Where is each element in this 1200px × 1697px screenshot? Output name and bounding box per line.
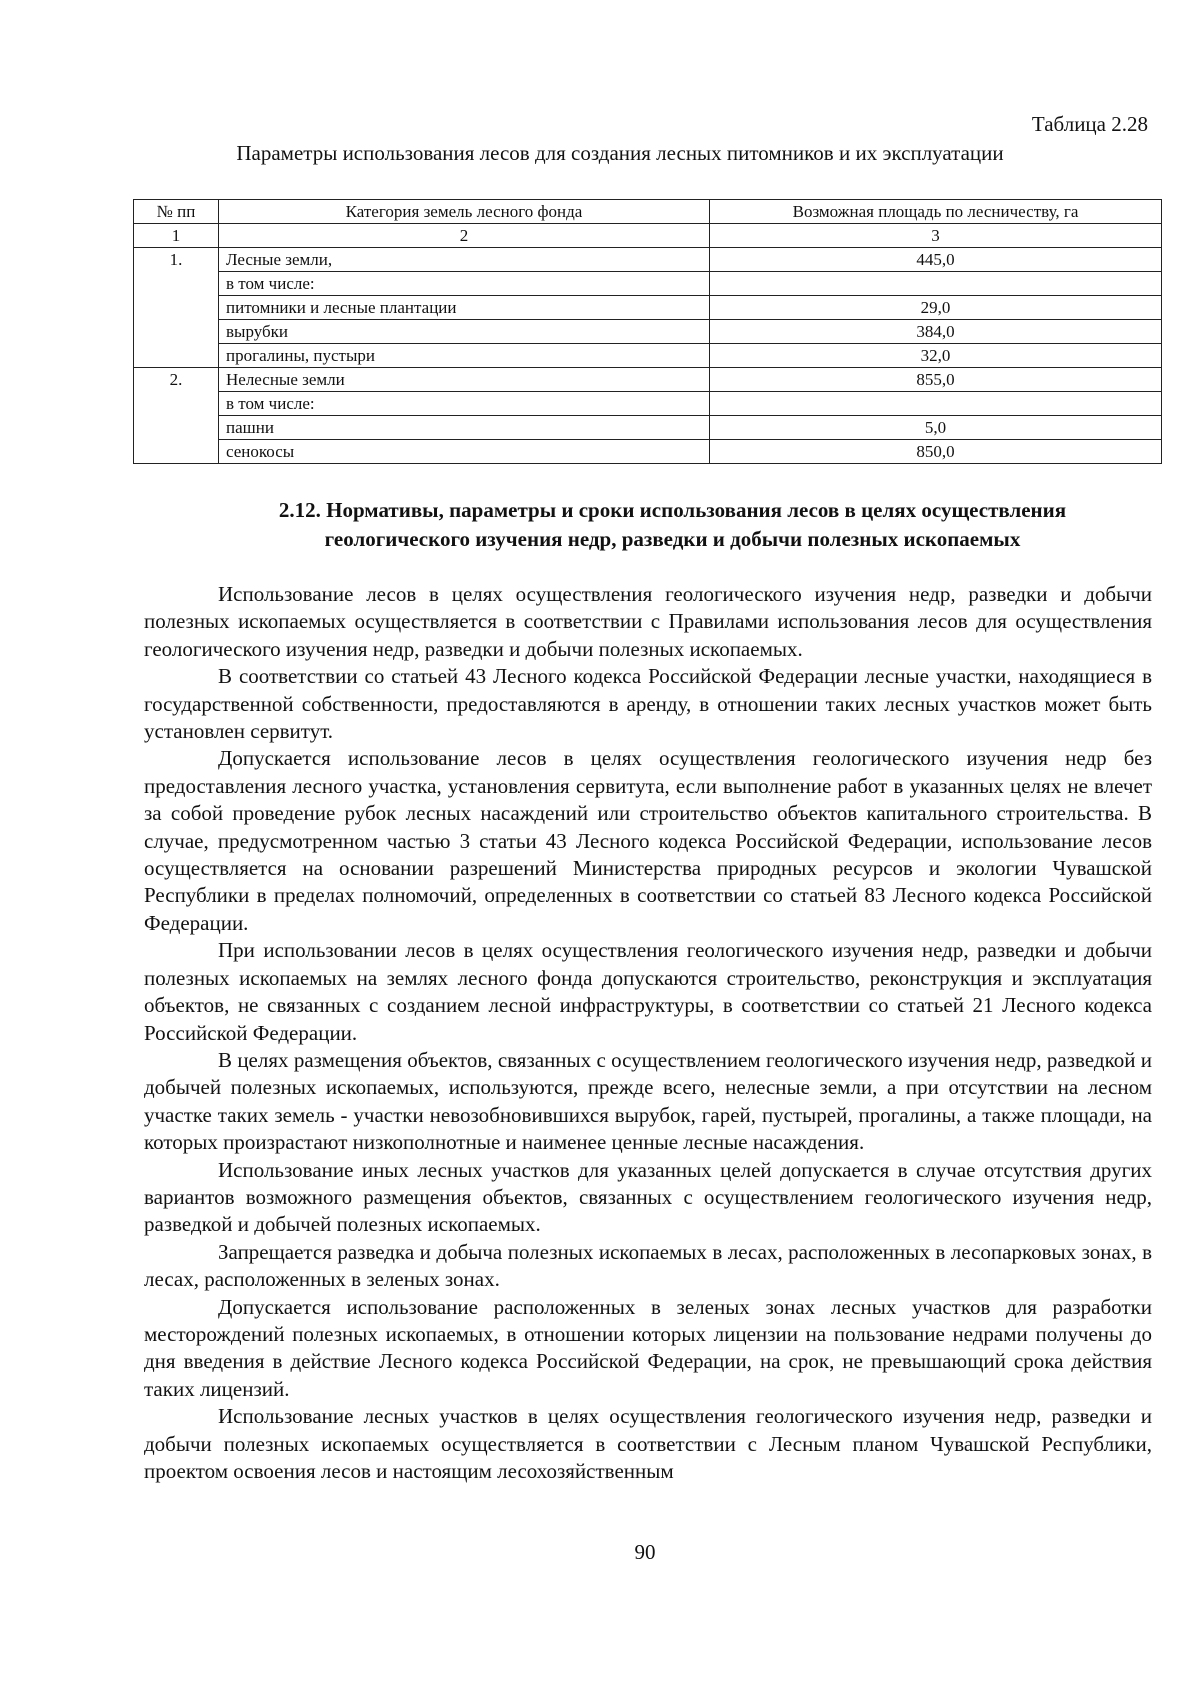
table-row [134, 392, 1162, 416]
table-row [134, 440, 1162, 464]
paragraph: Допускается использование лесов в целях осуществления геологического изучения недр без предоставления лесного участка, установления сервитута, если выполнение работ в указанных целях не влечет за собой проведение рубок лесных насаждений или строительство объектов капитального строительства. В случае, предусмотренном частью 3 статьи 43 Лесного кодекса Российской Федерации, использование лесов осуществляется на основании разрешений Министерства природных ресурсов и экологии Чувашской Республики в пределах полномочий, определенных в соответствии со статьей 83 Лесного кодекса Российской Федерации. [144, 746, 1152, 935]
forest-nursery-table [133, 199, 1162, 464]
section-heading [180, 496, 1165, 554]
table-row [134, 296, 1162, 320]
table-row [134, 344, 1162, 368]
paragraph: В целях размещения объектов, связанных с осуществлением геологического изучения недр, разведкой и добычей полезных ископаемых, используются, прежде всего, нелесные земли, а при отсутствии на лесном участке таких земель - участки невозобновившихся вырубок, гарей, пустырей, прогалины, а также площади, на которых произрастают низкополнотные и наименее ценные лесные насаждения. [144, 1047, 1152, 1155]
paragraph: Использование лесов в целях осуществления геологического изучения недр, разведки и добычи полезных ископаемых осуществляется в соответствии с Правилами использования лесов для осуществления геологического изучения недр, разведки и добычи полезных ископаемых. [144, 582, 1152, 661]
area-cell: 32,0 [710, 344, 1162, 368]
area-cell [710, 272, 1162, 296]
area-cell: 384,0 [710, 320, 1162, 344]
area-cell: 850,0 [710, 440, 1162, 464]
header-cell: Возможная площадь по лесничеству, га [710, 200, 1162, 224]
column-number-row [134, 224, 1162, 248]
area-cell [710, 392, 1162, 416]
table-title: Параметры использования лесов для создания лесных питомников и их эксплуатации [236, 141, 1004, 165]
page-number: 90 [634, 1540, 656, 1564]
paragraph: Использование лесных участков в целях осуществления геологического изучения недр, разведки и добычи полезных ископаемых осуществляется в соответствии с Лесным планом Чувашской Республики, проектом освоения лесов и настоящим лесохозяйственным [144, 1404, 1152, 1483]
row-number-cell [134, 344, 219, 368]
category-cell: сенокосы [219, 440, 710, 464]
row-number-cell [134, 320, 219, 344]
table-header-row [134, 200, 1162, 224]
category-cell: вырубки [219, 320, 710, 344]
column-number-cell: 3 [710, 224, 1162, 248]
paragraph: В соответствии со статьей 43 Лесного кодекса Российской Федерации лесные участки, находящиеся в государственной собственности, предоставляются в аренду, в отношении таких лесных участков может быть установлен сервитут. [144, 664, 1152, 744]
row-number-cell: 1. [134, 248, 219, 272]
table-row [134, 320, 1162, 344]
area-cell: 445,0 [710, 248, 1162, 272]
section-heading-line: геологического изучения недр, разведки и добычи полезных ископаемых [324, 527, 1021, 551]
row-number-cell [134, 416, 219, 440]
header-cell: № пп [134, 200, 219, 224]
category-cell: Нелесные земли [219, 368, 710, 392]
area-cell: 29,0 [710, 296, 1162, 320]
row-number-cell [134, 296, 219, 320]
column-number-cell: 2 [219, 224, 710, 248]
row-number-cell [134, 440, 219, 464]
category-cell: пашни [219, 416, 710, 440]
row-number-cell [134, 392, 219, 416]
table-number: Таблица 2.28 [1031, 112, 1148, 136]
table-row [134, 368, 1162, 392]
paragraph: Допускается использование расположенных в зеленых зонах лесных участков для разработки месторождений полезных ископаемых, в отношении которых лицензии на пользование недрами получены до дня введения в действие Лесного кодекса Российской Федерации, на срок, не превышающий срока действия таких лицензий. [144, 1294, 1152, 1401]
column-number-cell: 1 [134, 224, 219, 248]
area-cell: 855,0 [710, 368, 1162, 392]
area-cell: 5,0 [710, 416, 1162, 440]
paragraph: Запрещается разведка и добыча полезных ископаемых в лесах, расположенных в лесопарковых зонах, в лесах, расположенных в зеленых зонах. [144, 1239, 1152, 1292]
table-row [134, 416, 1162, 440]
category-cell: в том числе: [219, 272, 710, 296]
category-cell: питомники и лесные плантации [219, 296, 710, 320]
row-number-cell [134, 272, 219, 296]
table-row [134, 272, 1162, 296]
section-body [144, 581, 1152, 1485]
paragraph: При использовании лесов в целях осуществления геологического изучения недр, разведки и добычи полезных ископаемых на землях лесного фонда допускаются строительство, реконструкция и эксплуатация объектов, не связанных с созданием лесной инфраструктуры, в соответствии со статьей 21 Лесного кодекса Российской Федерации. [144, 938, 1152, 1045]
header-cell: Категория земель лесного фонда [219, 200, 710, 224]
table-row [134, 248, 1162, 272]
row-number-cell: 2. [134, 368, 219, 392]
paragraph: Использование иных лесных участков для указанных целей допускается в случае отсутствия других вариантов возможного размещения объектов, связанных с осуществлением геологического изучения недр, разведкой и добычей полезных ископаемых. [144, 1157, 1152, 1237]
category-cell: в том числе: [219, 392, 710, 416]
category-cell: Лесные земли, [219, 248, 710, 272]
category-cell: прогалины, пустыри [219, 344, 710, 368]
section-heading-line: 2.12. Нормативы, параметры и сроки использования лесов в целях осуществления [278, 498, 1067, 522]
